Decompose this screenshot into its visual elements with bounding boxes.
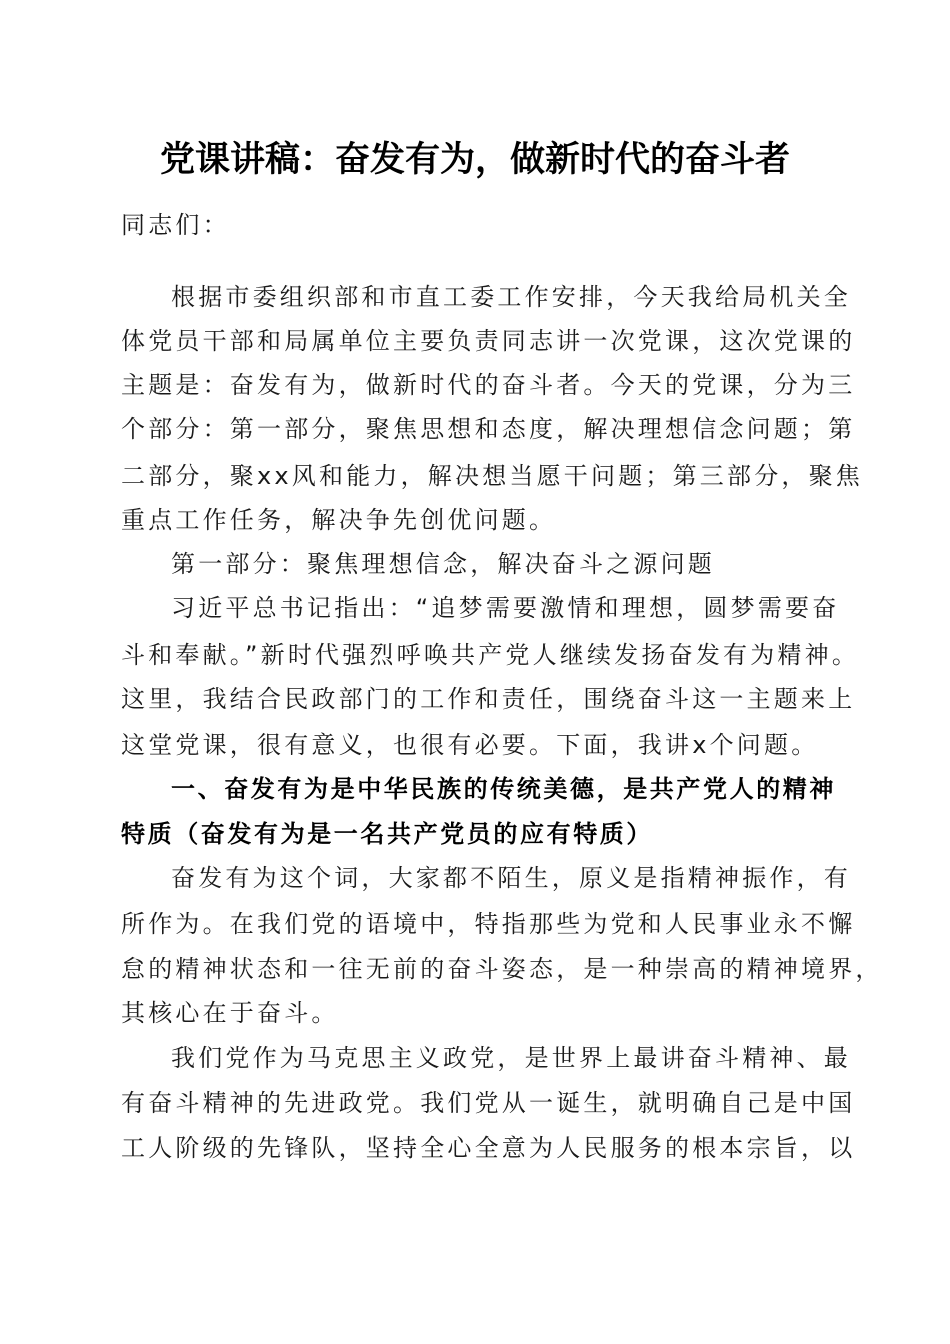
paragraph-quote-line: 斗和奉献。”新时代强烈呼唤共产党人继续发扬奋发有为精神。 (121, 641, 860, 669)
paragraph-quote-line: 这堂党课，很有意义，也很有必要。下面，我讲x个问题。 (121, 731, 819, 759)
paragraph-party-line: 我们党作为马克思主义政党，是世界上最讲奋斗精神、最 (171, 1044, 851, 1072)
document-title: 党课讲稿：奋发有为，做新时代的奋斗者 (159, 139, 790, 180)
part-one-heading: 第一部分：聚焦理想信念，解决奋斗之源问题 (171, 550, 715, 578)
paragraph-quote-line: 这里，我结合民政部门的工作和责任，围绕奋斗这一主题来上 (121, 685, 856, 713)
paragraph-party-line: 有奋斗精神的先进政党。我们党从一诞生，就明确自己是中国 (121, 1089, 856, 1117)
paragraph-intro-line: 个部分：第一部分，聚焦思想和态度，解决理想信念问题；第 (121, 415, 856, 443)
salutation: 同志们： (121, 211, 230, 239)
paragraph-meaning-line: 奋发有为这个词，大家都不陌生，原义是指精神振作，有 (171, 864, 851, 892)
section-one-heading-line: 一、奋发有为是中华民族的传统美德，是共产党人的精神 (171, 775, 836, 803)
paragraph-intro-line: 体党员干部和局属单位主要负责同志讲一次党课，这次党课的 (121, 327, 856, 355)
paragraph-intro-line: 二部分，聚xx风和能力，解决想当愿干问题；第三部分，聚焦 (121, 462, 864, 490)
paragraph-meaning-line: 怠的精神状态和一往无前的奋斗姿态，是一种崇高的精神境界， (121, 955, 883, 983)
paragraph-intro-line: 根据市委组织部和市直工委工作安排，今天我给局机关全 (171, 283, 851, 311)
paragraph-meaning-line: 其核心在于奋斗。 (121, 999, 339, 1027)
paragraph-quote-line: 习近平总书记指出：“追梦需要激情和理想，圆梦需要奋 (171, 594, 840, 622)
section-one-heading-line: 特质（奋发有为是一名共产党员的应有特质） (121, 820, 653, 848)
paragraph-party-line: 工人阶级的先锋队，坚持全心全意为人民服务的根本宗旨，以 (121, 1134, 856, 1162)
paragraph-intro-line: 重点工作任务，解决争先创优问题。 (121, 506, 557, 534)
paragraph-intro-line: 主题是：奋发有为，做新时代的奋斗者。今天的党课，分为三 (121, 371, 856, 399)
paragraph-meaning-line: 所作为。在我们党的语境中，特指那些为党和人民事业永不懈 (121, 910, 856, 938)
